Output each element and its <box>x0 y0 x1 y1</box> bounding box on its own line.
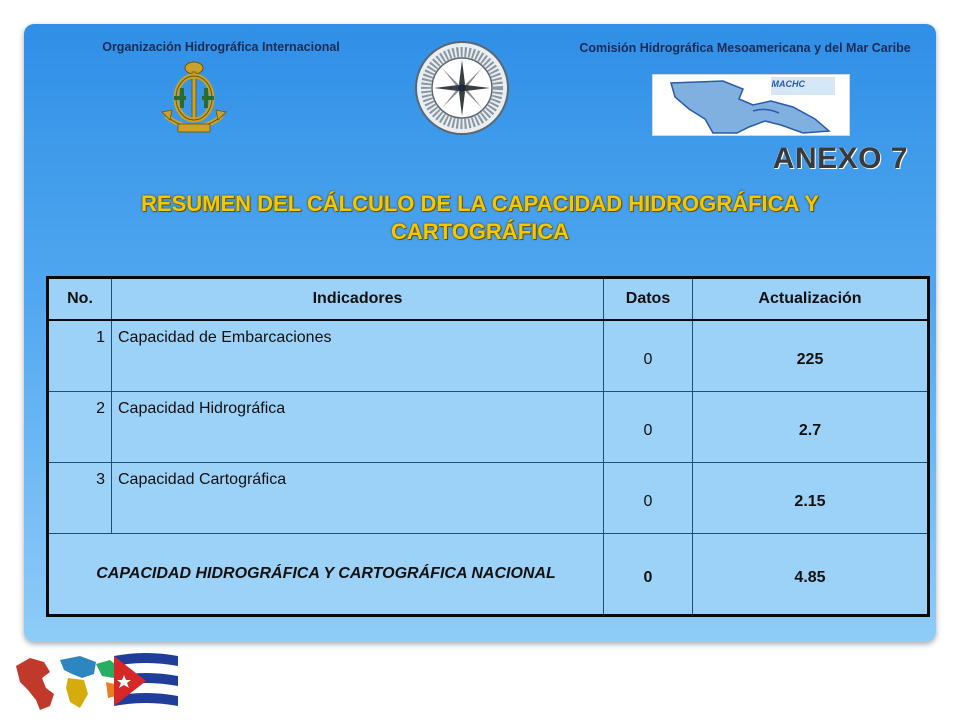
total-label: CAPACIDAD HIDROGRÁFICA Y CARTOGRÁFICA NACIONAL <box>48 534 604 616</box>
header-actualizacion: Actualización <box>693 278 929 321</box>
machc-label: MACHC <box>771 79 805 89</box>
cuba-flag-world-map-icon <box>10 648 182 716</box>
header-indicadores: Indicadores <box>112 278 604 321</box>
row-number: 3 <box>48 463 112 534</box>
row-datos: 0 <box>604 320 693 392</box>
table-row <box>48 392 929 463</box>
page-title: RESUMEN DEL CÁLCULO DE LA CAPACIDAD HIDROGRÁFICA Y CARTOGRÁFICA <box>141 191 819 244</box>
row-actualizacion: 2.7 <box>693 392 929 463</box>
row-datos: 0 <box>604 463 693 534</box>
cuba-hydrographic-seal-icon <box>414 40 510 136</box>
machc-map-logo-icon <box>652 74 850 136</box>
header-datos: Datos <box>604 278 693 321</box>
row-number: 2 <box>48 392 112 463</box>
table-total-row <box>48 534 929 616</box>
row-actualizacion: 225 <box>693 320 929 392</box>
header-right-org: Comisión Hidrográfica Mesoamericana y del Mar Caribe <box>579 41 911 55</box>
header-no: No. <box>48 278 112 321</box>
header-left-org: Organización Hidrográfica Internacional <box>102 40 340 54</box>
row-indicador: Capacidad de Embarcaciones <box>112 320 604 392</box>
table-header <box>48 278 929 321</box>
summary-table <box>46 276 930 617</box>
total-datos: 0 <box>604 534 693 616</box>
anexo-label: ANEXO 7 <box>772 142 908 175</box>
row-indicador: Capacidad Cartográfica <box>112 463 604 534</box>
row-actualizacion: 2.15 <box>693 463 929 534</box>
row-datos: 0 <box>604 392 693 463</box>
table-row <box>48 463 929 534</box>
total-actualizacion: 4.85 <box>693 534 929 616</box>
machc-map-shape <box>653 75 849 135</box>
table-row <box>48 320 929 392</box>
row-number: 1 <box>48 320 112 392</box>
row-indicador: Capacidad Hidrográfica <box>112 392 604 463</box>
iho-anchor-logo-icon <box>160 58 228 138</box>
